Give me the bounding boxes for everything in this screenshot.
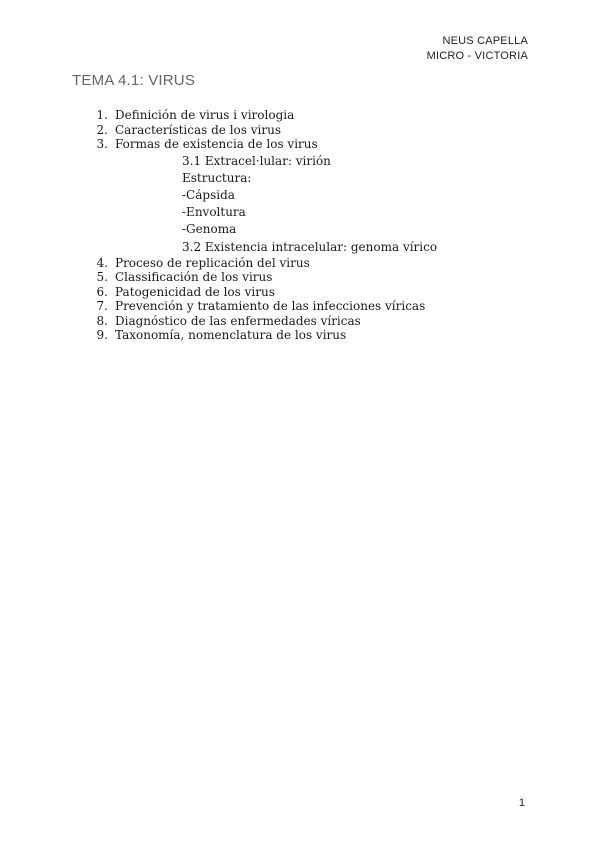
toc-item-number: 9. [96,328,108,343]
toc-item-label: Diagnóstico de las enfermedades víricas [115,313,361,328]
toc-item-7 [90,299,510,314]
toc-item-label: Definición de virus i virologia [115,108,295,122]
toc-subitem-intracellular: 3.2 Existencia intracelular: genoma vírico [182,239,438,254]
toc-item-number: 4. [96,255,108,270]
toc-item-8 [90,314,510,329]
toc-item-label: Prevención y tratamiento de las infecciones víricas [115,299,426,314]
toc-item-label: Características de los virus [115,122,281,137]
toc-item-2 [90,123,510,138]
toc-subitem-structure: Estructura: [182,170,252,185]
author-name: NEUS CAPELLA [442,35,528,47]
page-title: TEMA 4.1: VIRUS [72,72,196,89]
toc-item-number: 8. [96,313,108,328]
table-of-contents [90,108,510,343]
toc-item-6 [90,285,510,300]
toc-item-label: Formas de existencia de los virus [115,137,318,151]
toc-item-label: Classificación de los virus [115,270,273,285]
toc-item-number: 6. [96,284,108,299]
page-header [427,34,528,64]
toc-subitem-genome: -Genoma [182,222,237,237]
page-number: 1 [518,797,525,809]
toc-subitem-capsid: -Cápsida [182,187,235,202]
toc-item-label: Patogenicidad de los virus [115,284,275,299]
toc-item-number: 1. [96,108,108,122]
course-name: MICRO - VICTORIA [426,50,528,62]
toc-item-number: 2. [96,122,108,137]
toc-item-number: 7. [96,299,108,314]
toc-item-3 [90,137,510,256]
toc-item-label: Proceso de replicación del virus [115,255,310,270]
toc-item-9 [90,328,510,343]
toc-item-4 [90,256,510,271]
toc-item-number: 3. [96,137,108,151]
toc-item-label: Taxonomía, nomenclatura de los virus [115,328,347,343]
toc-subitem-envelope: -Envoltura [182,205,246,220]
toc-item-1 [90,108,510,123]
toc-item-number: 5. [96,270,108,285]
toc-subitem-extracellular: 3.1 Extracel·lular: virión [182,153,331,168]
toc-subitems [182,153,510,256]
toc-item-5 [90,270,510,285]
